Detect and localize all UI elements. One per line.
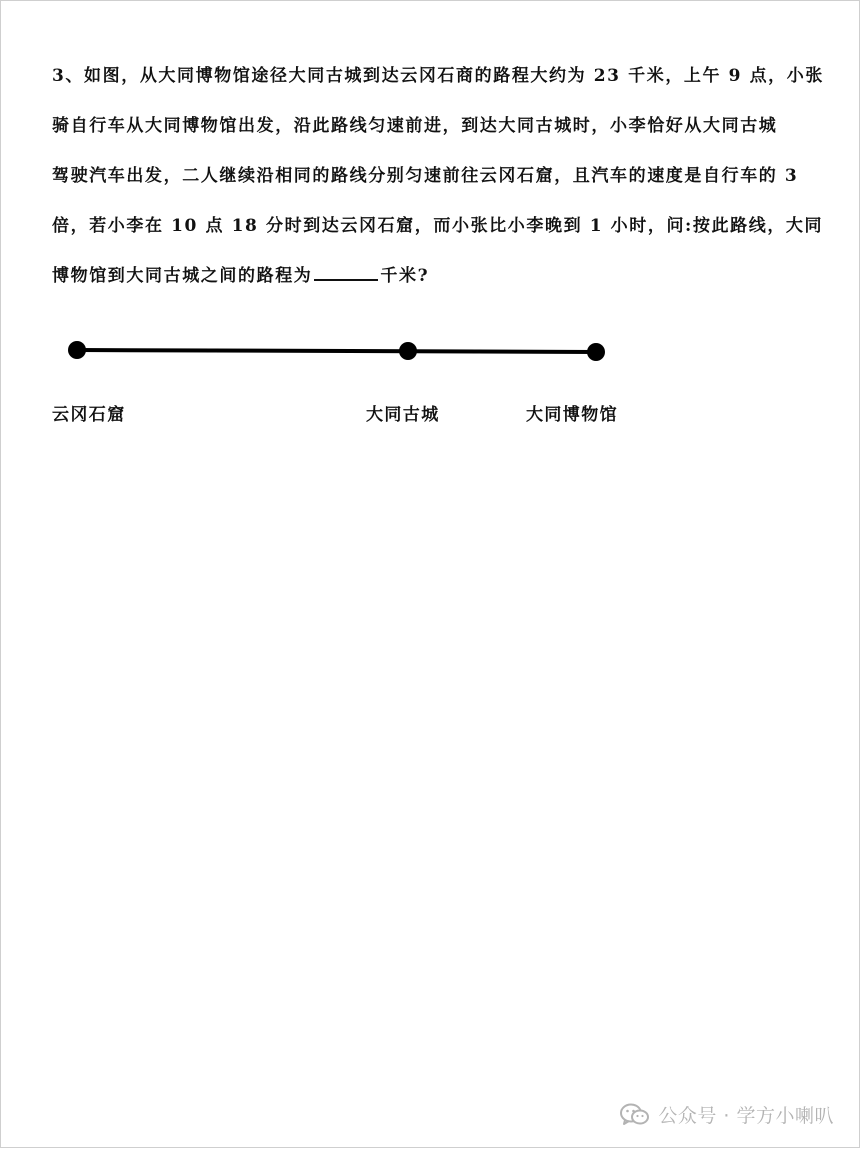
watermark-text: 公众号 · 学方小喇叭: [658, 1105, 834, 1127]
station-dot-yungang: [68, 341, 86, 359]
route-line: [77, 350, 596, 352]
problem-line: 骑自行车从大同博物馆出发，沿此路线匀速前进，到达大同古城时，小李恰好从大同古城: [52, 116, 778, 136]
problem-line: 倍，若小李在 10 点 18 分时到达云冈石窟，而小张比小李晚到 1 小时，问:按此路线，大同: [52, 216, 824, 236]
problem-line-last: [52, 251, 812, 301]
problem-text: [52, 51, 824, 301]
answer-blank[interactable]: [314, 252, 378, 281]
station-label-gucheng: 大同古城: [366, 405, 440, 425]
wechat-icon: [620, 1103, 650, 1127]
problem-line: 3、如图，从大同博物馆途径大同古城到达云冈石商的路程大约为 23 千米，上午 9 点，小张: [52, 66, 824, 86]
station-label-yungang: 云冈石窟: [52, 405, 126, 425]
route-diagram: [0, 320, 862, 380]
problem-line: 驾驶汽车出发，二人继续沿相同的路线分别匀速前往云冈石窟，且汽车的速度是自行车的 3: [52, 166, 799, 186]
station-label-museum: 大同博物馆: [526, 405, 618, 425]
station-dot-museum: [587, 343, 605, 361]
station-dot-gucheng: [399, 342, 417, 360]
problem-text-after-blank: 千米?: [380, 266, 430, 286]
problem-text-before-blank: 博物馆到大同古城之间的路程为: [52, 266, 313, 286]
watermark: [620, 1101, 834, 1128]
